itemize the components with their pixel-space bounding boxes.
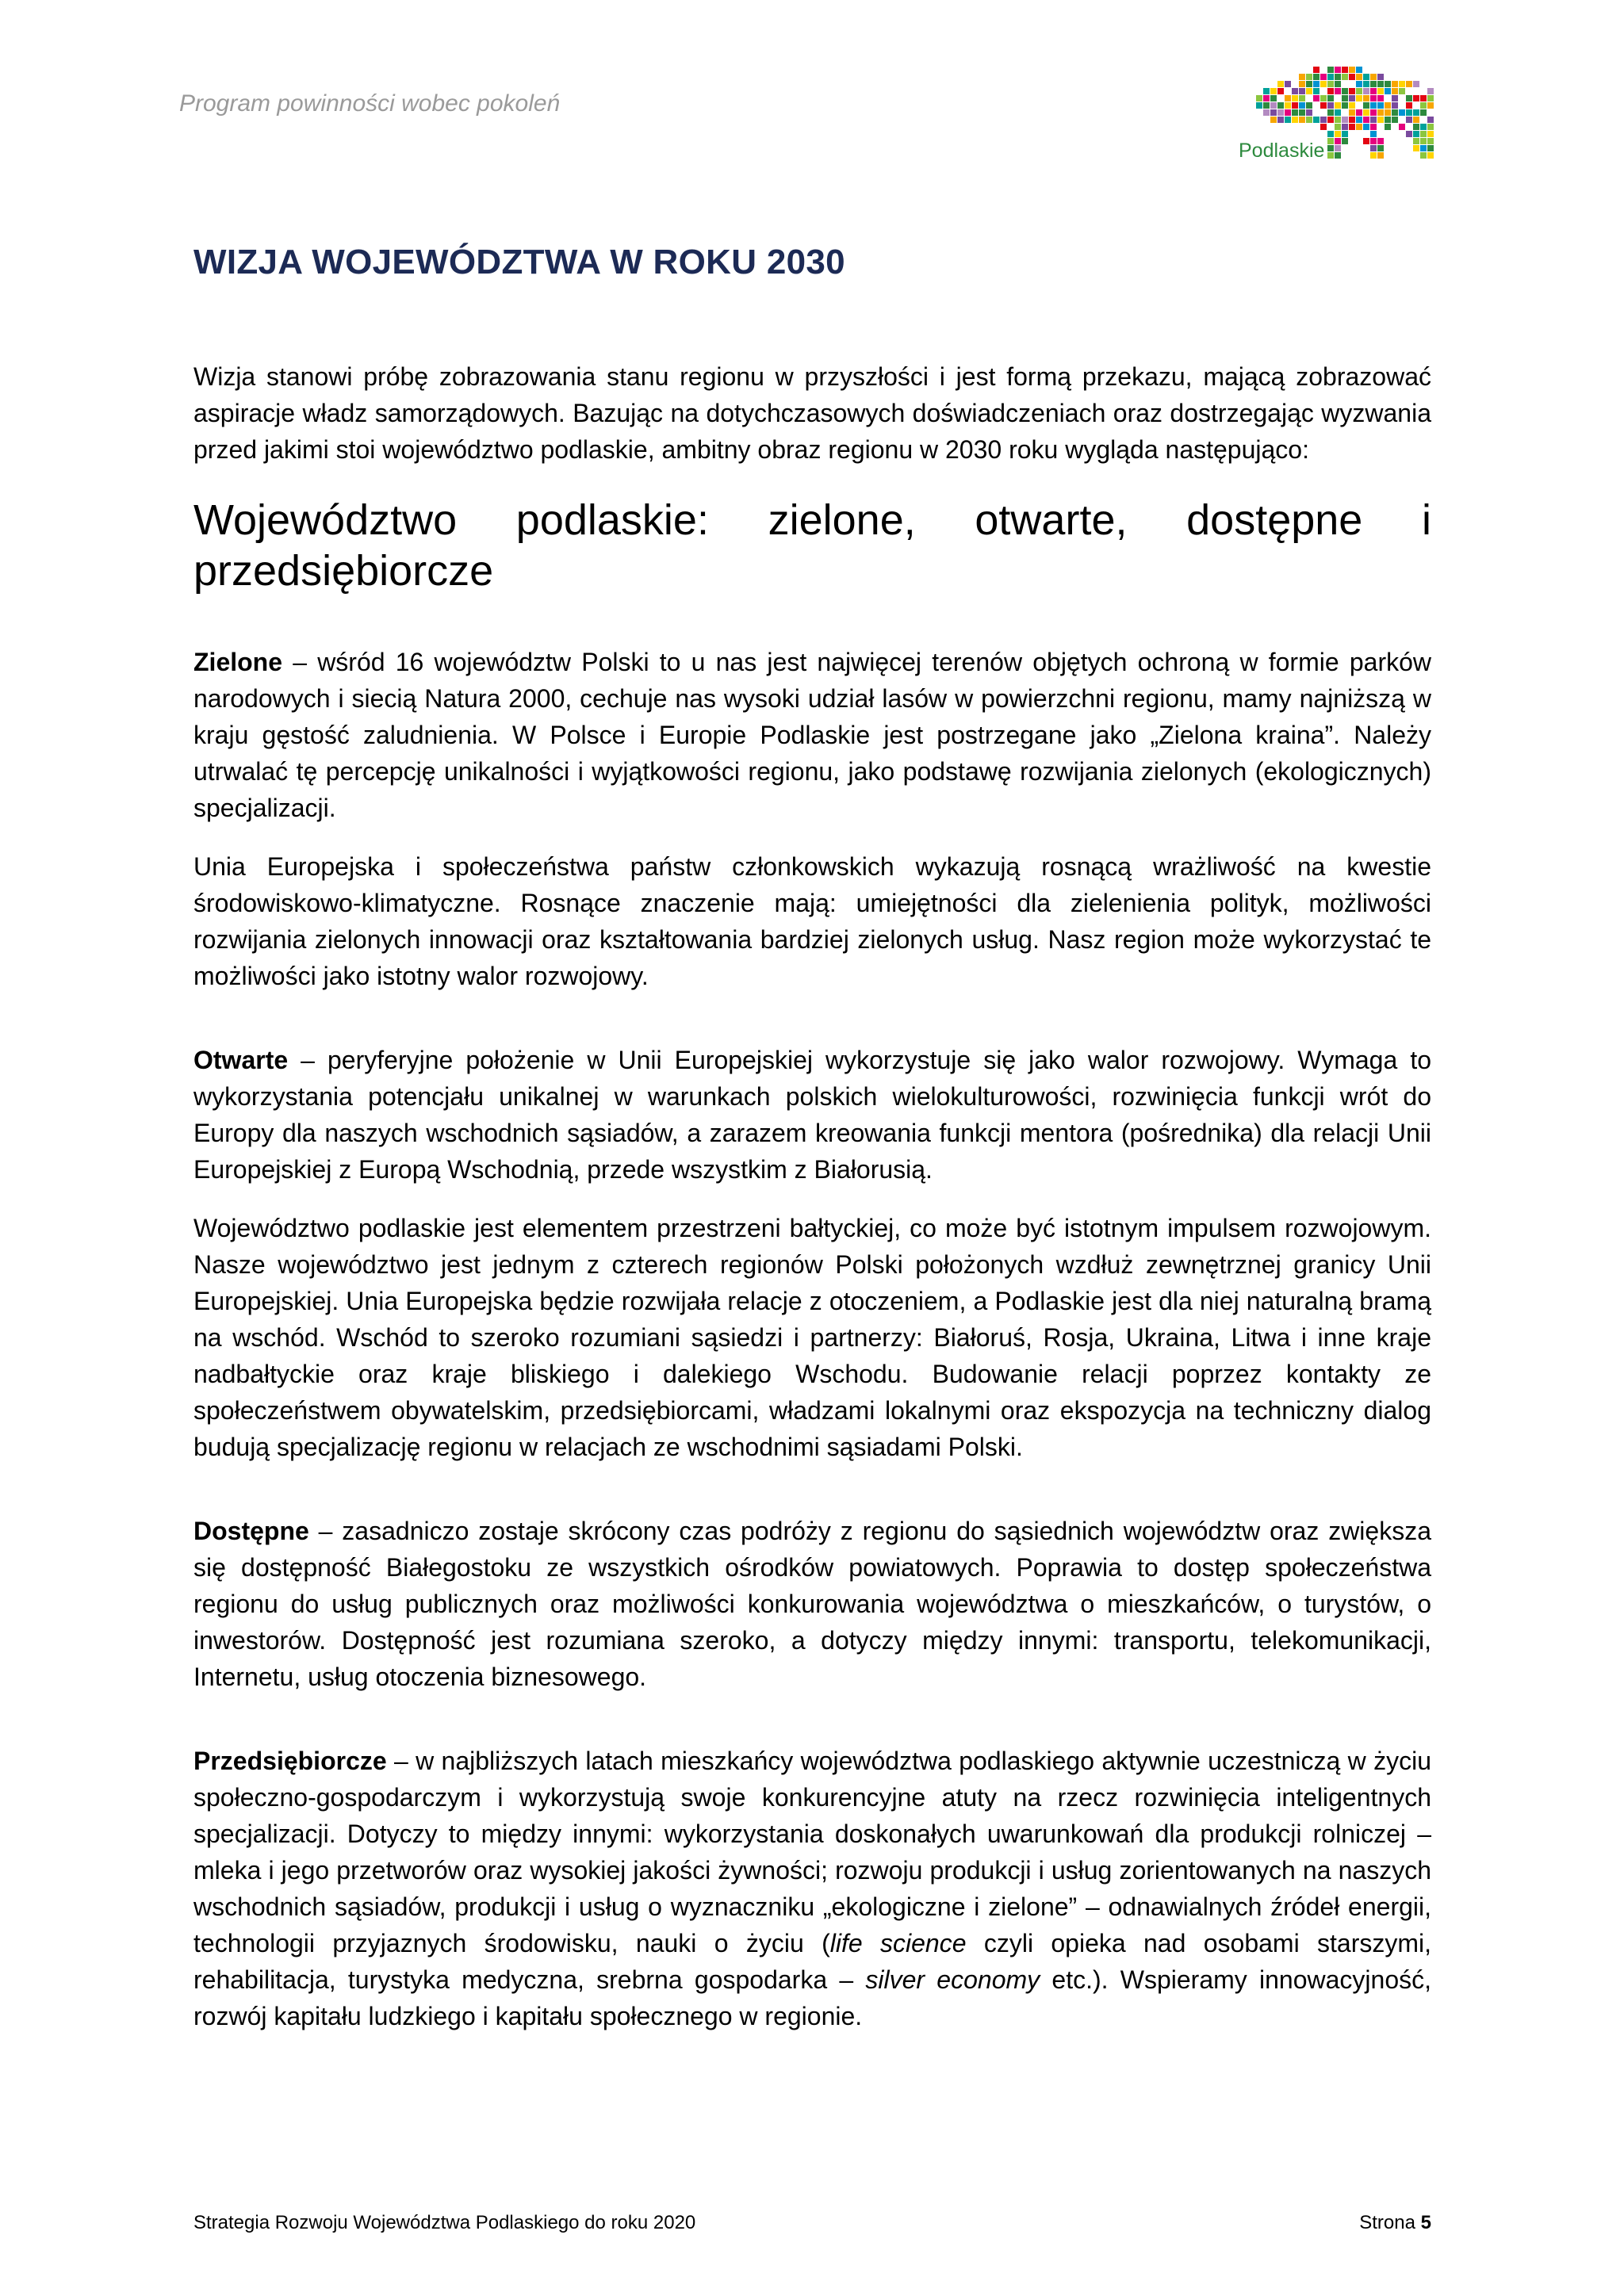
logo-tile — [1342, 88, 1348, 94]
logo-tile — [1327, 138, 1334, 144]
logo-tile — [1370, 145, 1377, 151]
logo-tile — [1370, 124, 1377, 130]
logo-tile — [1349, 67, 1355, 73]
logo-tile — [1327, 67, 1334, 73]
logo-tile — [1335, 102, 1341, 109]
logo-tile — [1377, 145, 1384, 151]
logo-tile — [1256, 95, 1262, 101]
logo-tile — [1285, 109, 1291, 116]
logo-tile — [1385, 124, 1391, 130]
logo-tile — [1377, 152, 1384, 159]
logo-tile — [1306, 109, 1312, 116]
logo-tile — [1349, 102, 1355, 109]
logo-tile — [1363, 88, 1369, 94]
logo-tile — [1292, 109, 1298, 116]
logo-tile — [1313, 88, 1320, 94]
logo-tile — [1370, 109, 1377, 116]
logo-tile — [1327, 145, 1334, 151]
logo-tile — [1327, 81, 1334, 87]
page-title: WIZJA WOJEWÓDZTWA W ROKU 2030 — [193, 243, 845, 281]
logo-tile — [1299, 95, 1305, 101]
logo-tile — [1363, 124, 1369, 130]
logo-tile — [1327, 95, 1334, 101]
italic-life-science: life science — [829, 1929, 967, 1957]
logo-tile — [1370, 74, 1377, 80]
logo-tile — [1370, 131, 1377, 137]
logo-tile — [1377, 117, 1384, 123]
logo-tile — [1356, 88, 1362, 94]
logo-tile — [1406, 102, 1412, 109]
logo-tile — [1299, 109, 1305, 116]
footer-page-number: Strona 5 — [1359, 2212, 1431, 2233]
logo-tile — [1277, 102, 1284, 109]
logo-text: Podlaskie — [1239, 140, 1325, 162]
logo-tile — [1313, 81, 1320, 87]
section-otwarte: Otwarte – peryferyjne położenie w Unii Europejskiej wykorzystuje się jako walor rozwojowy. Wymaga to wykorzystania potencjału unikalnej w warunkach polskich wielokulturowości, rozwinięcia funkcji wrót do Europy dla naszych wschodnich sąsiadów, a zarazem kreowania funkcji mentora (pośrednika) dla relacji Unii Europejskiej z Europą Wschodnią, przede wszystkim z Białorusią. — [193, 1046, 1431, 1184]
logo-tile — [1377, 74, 1384, 80]
logo-tile — [1356, 109, 1362, 116]
logo-tile — [1292, 88, 1298, 94]
logo-tile — [1420, 124, 1427, 130]
logo-tile — [1420, 152, 1427, 159]
logo-tile — [1370, 117, 1377, 123]
logo-tile — [1413, 124, 1419, 130]
logo-tile — [1285, 81, 1291, 87]
logo-tile — [1392, 95, 1398, 101]
logo-tile — [1356, 74, 1362, 80]
intro-paragraph: Wizja stanowi próbę zobrazowania stanu regionu w przyszłości i jest formą przekazu, mającą zobrazować aspiracje władz samorządowych. Bazując na dotychczasowych doświadczeniach oraz dostrzegając wyzwania przed jakimi stoi województwo podlaskie, ambitny obraz regionu w 2030 roku wygląda następująco: — [193, 362, 1431, 464]
section-otwarte-para2: Województwo podlaskie jest elementem przestrzeni bałtyckiej, co może być istotnym impulsem rozwojowym. Nasze województwo jest jednym z czterech regionów Polski położonych wzdłuż zewnętrznej granicy Unii Europejskiej. Unia Europejska będzie rozwijała relacje z otoczeniem, a Podlaskie jest dla niej naturalną bramą na wschód. Wschód to szeroko rozumiani sąsiedzi i partnerzy: Białoruś, Rosja, Ukraina, Litwa i inne kraje nadbałtyckie oraz kraje bliskiego i dalekiego Wschodu. Budowanie relacji poprzez kontakty ze społeczeństwem obywatelskim, przedsiębiorcami, władzami lokalnymi oraz ekspozycja na techniczny dialog budują specjalizację regionu w relacjach ze wschodnimi sąsiadami Polski. — [193, 1214, 1431, 1461]
section-zielone: Zielone – wśród 16 województw Polski to u nas jest najwięcej terenów objętych ochroną w formie parków narodowych i siecią Natura 2000, cechuje nas wysoki udział lasów w powierzchni regionu, mamy najniższą w kraju gęstość zaludnienia. W Polsce i Europie Podlaskie jest postrzegane jako „Zielona kraina”. Należy utrwalać tę percepcję unikalności i wyjątkowości regionu, jako podstawę rozwijania zielonych (ekologicznych) specjalizacji. — [193, 648, 1431, 822]
logo-tile — [1349, 74, 1355, 80]
logo-tile — [1277, 88, 1284, 94]
logo-tile — [1392, 117, 1398, 123]
logo-tile — [1327, 109, 1334, 116]
logo-tile — [1406, 95, 1412, 101]
logo-tile — [1377, 88, 1384, 94]
logo-tile — [1427, 102, 1434, 109]
section-zielone-para2: Unia Europejska i społeczeństwa państw członkowskich wykazują rosnącą wrażliwość na kwestie środowiskowo-klimatyczne. Rosnące znaczenie mają: umiejętności dla zielenienia polityk, możliwości rozwijania zielonych innowacji oraz kształtowania bardziej zielonych usług. Nasz region może wykorzystać te możliwości jako istotny walor rozwojowy. — [193, 852, 1431, 990]
logo-tile — [1399, 88, 1405, 94]
logo-tile — [1299, 117, 1305, 123]
logo-tile — [1335, 138, 1341, 144]
logo-tile — [1377, 102, 1384, 109]
logo-tile — [1363, 95, 1369, 101]
logo-tile — [1342, 95, 1348, 101]
logo-tile — [1406, 131, 1412, 137]
logo-tile — [1327, 102, 1334, 109]
logo-tile — [1335, 74, 1341, 80]
logo-tile — [1406, 109, 1412, 116]
logo-tile — [1299, 81, 1305, 87]
logo-tile — [1335, 109, 1341, 116]
logo-tile — [1306, 102, 1312, 109]
logo-tile — [1335, 81, 1341, 87]
logo-tile — [1263, 102, 1270, 109]
logo-tile — [1306, 81, 1312, 87]
logo-tile — [1356, 95, 1362, 101]
logo-tile — [1427, 124, 1434, 130]
logo-tile — [1406, 117, 1412, 123]
logo-tile — [1349, 124, 1355, 130]
logo-tile — [1270, 95, 1277, 101]
logo-tile — [1392, 109, 1398, 116]
italic-silver-economy: silver economy — [865, 1965, 1040, 1994]
logo-tile — [1363, 102, 1369, 109]
logo-tile — [1392, 88, 1398, 94]
logo-tile — [1370, 102, 1377, 109]
logo-tile — [1270, 109, 1277, 116]
logo-tile — [1342, 74, 1348, 80]
logo-tile — [1392, 102, 1398, 109]
footer-document-title: Strategia Rozwoju Województwa Podlaskiego do roku 2020 — [193, 2212, 696, 2233]
logo-tile — [1299, 102, 1305, 109]
logo-tile — [1320, 81, 1327, 87]
logo-tile — [1313, 74, 1320, 80]
logo-tile — [1420, 138, 1427, 144]
logo-tile — [1342, 67, 1348, 73]
logo-tile — [1342, 138, 1348, 144]
logo-tile — [1285, 95, 1291, 101]
logo-tile — [1413, 81, 1419, 87]
logo-tile — [1256, 102, 1262, 109]
term-zielone: Zielone — [193, 648, 283, 676]
logo-tile — [1385, 81, 1391, 87]
term-otwarte: Otwarte — [193, 1046, 289, 1074]
logo-tile — [1263, 88, 1270, 94]
logo-tile — [1385, 109, 1391, 116]
section-przedsiebiorcze: Przedsiębiorcze – w najbliższych latach mieszkańcy województwa podlaskiego aktywnie uczestniczą w życiu społeczno-gospodarczym i wykorzystują swoje konkurencyjne atuty na rzecz rozwinięcia inteligentnych specjalizacji. Dotyczy to między innymi: wykorzystania doskonałych uwarunkowań dla produkcji rolniczej – mleka i jego przetworów oraz wysokiej jakości żywności; rozwoju produkcji i usług zorientowanych na naszych wschodnich sąsiadów, produkcji i usług o wyznaczniku „ekologiczne i zielone” – odnawialnych źródeł energii, technologii przyjaznych środowisku, nauki o życiu (life science czyli opieka nad osobami starszymi, rehabilitacja, turystyka medyczna, srebrna gospodarka – silver economy etc.). Wspieramy innowacyjność, rozwój kapitału ludzkiego i kapitału społecznego w regionie. — [193, 1747, 1432, 2030]
logo-tile — [1335, 145, 1341, 151]
document-body — [193, 358, 1431, 2034]
logo-tile — [1306, 88, 1312, 94]
logo-tile — [1377, 95, 1384, 101]
logo-tile — [1320, 124, 1327, 130]
logo-tile — [1420, 95, 1427, 101]
term-dostepne: Dostępne — [193, 1517, 309, 1545]
logo-tile — [1335, 131, 1341, 137]
logo-tile — [1342, 124, 1348, 130]
logo-tile — [1413, 95, 1419, 101]
logo-tile — [1399, 109, 1405, 116]
logo-tile — [1377, 138, 1384, 144]
logo-tile — [1263, 95, 1270, 101]
logo-tile — [1356, 124, 1362, 130]
logo-tile — [1299, 74, 1305, 80]
logo-tile — [1406, 81, 1412, 87]
vision-subtitle: Województwo podlaskie: zielone, otwarte, dostępne i przedsiębiorcze — [193, 496, 1431, 595]
logo-tile — [1392, 81, 1398, 87]
logo-tile — [1277, 117, 1284, 123]
logo-tile — [1327, 74, 1334, 80]
logo-tile — [1313, 117, 1320, 123]
logo-tile — [1320, 102, 1327, 109]
logo-tile — [1335, 88, 1341, 94]
logo-tile — [1342, 131, 1348, 137]
logo-tile — [1413, 117, 1419, 123]
logo-tile — [1420, 131, 1427, 137]
logo-tile — [1313, 67, 1320, 73]
logo-tile — [1292, 102, 1298, 109]
logo-tile — [1385, 102, 1391, 109]
logo-tile — [1285, 102, 1291, 109]
logo-tile — [1370, 152, 1377, 159]
logo-tile — [1327, 117, 1334, 123]
logo-tile — [1299, 88, 1305, 94]
logo-tile — [1413, 145, 1419, 151]
logo-tile — [1420, 102, 1427, 109]
logo-tile — [1270, 117, 1277, 123]
logo-tile — [1335, 152, 1341, 159]
logo-tile — [1292, 95, 1298, 101]
section-dostepne: Dostępne – zasadniczo zostaje skrócony czas podróży z regionu do sąsiednich województw oraz zwiększa się dostępność Białegostoku ze wszystkich ośrodków powiatowych. Poprawia to dostęp społeczeństwa regionu do usług publicznych oraz możliwości konkurowania województwa o mieszkańców, o turystów, o inwestorów. Dostępność jest rozumiana szeroko, a dotyczy między innymi: transportu, telekomunikacji, Internetu, usług otoczenia biznesowego. — [193, 1517, 1431, 1691]
logo-tile — [1363, 81, 1369, 87]
logo-tile — [1427, 145, 1434, 151]
logo-tile — [1335, 124, 1341, 130]
logo-tile — [1427, 138, 1434, 144]
logo-tile — [1313, 95, 1320, 101]
logo-tile — [1420, 109, 1427, 116]
logo-tile — [1342, 102, 1348, 109]
logo-tile — [1413, 131, 1419, 137]
header-caption: Program powinności wobec pokoleń — [179, 90, 561, 117]
logo-tile — [1277, 109, 1284, 116]
logo-tile — [1320, 117, 1327, 123]
logo-tile — [1363, 117, 1369, 123]
logo-tile — [1427, 131, 1434, 137]
logo-tile — [1270, 88, 1277, 94]
logo-tile — [1399, 124, 1405, 130]
logo-tile — [1370, 88, 1377, 94]
logo-tile — [1349, 95, 1355, 101]
logo-tile — [1377, 109, 1384, 116]
logo-tile — [1370, 95, 1377, 101]
logo-tile — [1363, 138, 1369, 144]
logo-tile — [1370, 81, 1377, 87]
logo-tile — [1335, 67, 1341, 73]
logo-tile — [1327, 152, 1334, 159]
logo-tile — [1320, 95, 1327, 101]
logo-tile — [1327, 131, 1334, 137]
term-przedsiebiorcze: Przedsiębiorcze — [193, 1747, 387, 1775]
logo-tile — [1320, 74, 1327, 80]
logo-tile — [1427, 95, 1434, 101]
logo-tile — [1306, 117, 1312, 123]
logo-tile — [1277, 81, 1284, 87]
logo-tile — [1420, 145, 1427, 151]
logo-tile — [1377, 81, 1384, 87]
logo-tile — [1427, 88, 1434, 94]
logo-tile — [1385, 88, 1391, 94]
logo-tile — [1349, 88, 1355, 94]
logo-tile — [1335, 117, 1341, 123]
logo-tile — [1413, 109, 1419, 116]
logo-tile — [1356, 67, 1362, 73]
logo-tile — [1327, 88, 1334, 94]
logo-tile — [1413, 138, 1419, 144]
logo-tile — [1349, 117, 1355, 123]
logo-tile — [1427, 152, 1434, 159]
logo-tile — [1356, 81, 1362, 87]
logo-tile — [1385, 117, 1391, 123]
logo-tile — [1285, 117, 1291, 123]
logo-tile — [1427, 117, 1434, 123]
logo-tile — [1263, 109, 1270, 116]
logo-tile — [1399, 81, 1405, 87]
logo-tile — [1292, 117, 1298, 123]
logo-tile — [1356, 117, 1362, 123]
logo-tile — [1270, 102, 1277, 109]
logo-tile — [1306, 74, 1312, 80]
logo-tile — [1363, 109, 1369, 116]
logo-tile — [1363, 74, 1369, 80]
logo-tile — [1342, 117, 1348, 123]
logo-tile — [1349, 109, 1355, 116]
logo-tile — [1370, 138, 1377, 144]
